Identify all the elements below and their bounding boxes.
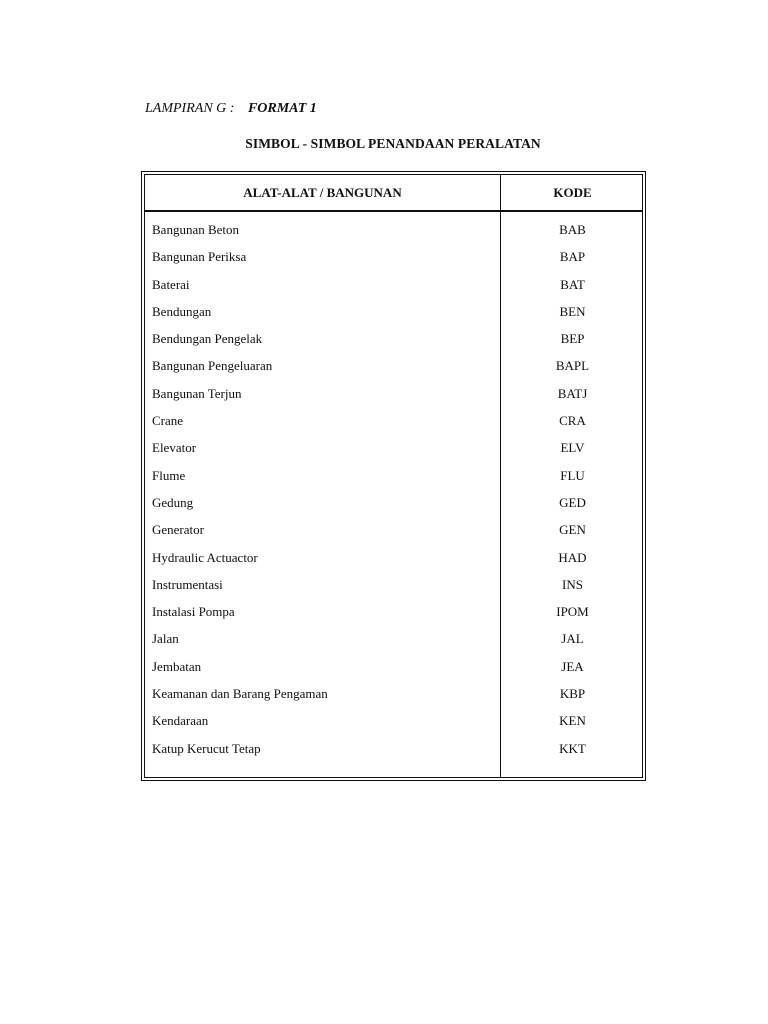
table-row: [145, 544, 642, 571]
equipment-name: Instrumentasi: [152, 576, 223, 592]
equipment-name: Gedung: [152, 494, 194, 510]
equipment-name: Bendungan Pengelak: [152, 331, 263, 347]
equipment-name: Keamanan dan Barang Pengaman: [152, 686, 328, 702]
appendix-heading: [145, 100, 317, 118]
equipment-code: JAL: [561, 631, 584, 647]
table-row: [145, 380, 642, 407]
equipment-code: BAB: [559, 222, 586, 237]
table-row: [145, 271, 642, 298]
symbol-table: [141, 171, 646, 781]
equipment-code: HAD: [558, 549, 587, 565]
equipment-name: Instalasi Pompa: [152, 604, 235, 620]
format-label: FORMAT 1: [247, 101, 317, 116]
equipment-name: Flume: [152, 467, 186, 483]
equipment-name: Jalan: [152, 631, 179, 647]
equipment-code: GED: [559, 494, 586, 510]
equipment-name: Bendungan: [152, 303, 212, 319]
table-row: [145, 707, 642, 734]
equipment-code: IPOM: [556, 604, 589, 620]
equipment-code: GEN: [559, 522, 586, 538]
equipment-name: Jembatan: [152, 658, 202, 674]
equipment-code: JEA: [561, 658, 584, 674]
equipment-code: KBP: [559, 686, 586, 702]
table-row: [145, 625, 642, 652]
equipment-name: Bangunan Beton: [152, 222, 240, 237]
table-row: [145, 653, 642, 680]
equipment-code: KKT: [559, 740, 586, 756]
document-title: SIMBOL - SIMBOL PENANDAAN PERALATAN: [245, 136, 541, 151]
symbol-table-inner-border: [144, 174, 643, 778]
table-row: [145, 680, 642, 707]
equipment-name: Elevator: [152, 440, 197, 456]
equipment-code: FLU: [560, 467, 585, 483]
equipment-name: Baterai: [152, 276, 190, 292]
equipment-code: BAT: [560, 276, 585, 292]
table-row: [145, 352, 642, 379]
table-row: [145, 489, 642, 516]
table-row: [145, 598, 642, 625]
equipment-code: BAP: [559, 249, 586, 265]
equipment-name: Crane: [152, 413, 184, 429]
table-body: [145, 216, 642, 762]
table-row: [145, 243, 642, 270]
equipment-name: Generator: [152, 522, 204, 538]
equipment-name: Bangunan Pengeluaran: [152, 358, 273, 374]
table-row: [145, 571, 642, 598]
table-row: [145, 407, 642, 434]
equipment-name: Katup Kerucut Tetap: [152, 740, 261, 756]
table-header-row: [145, 175, 642, 212]
equipment-code: BEN: [559, 303, 586, 319]
equipment-code: BATJ: [557, 385, 588, 401]
equipment-code: KEN: [559, 713, 586, 729]
equipment-name: Bangunan Terjun: [152, 385, 242, 401]
equipment-code: ELV: [560, 440, 585, 456]
table-row: [145, 434, 642, 461]
equipment-name: Kendaraan: [152, 713, 209, 729]
table-row: [145, 298, 642, 325]
table-row: [145, 325, 642, 352]
table-row: [145, 735, 642, 762]
table-row: [145, 462, 642, 489]
table-row: [145, 516, 642, 543]
equipment-name: Bangunan Periksa: [152, 249, 247, 265]
column-header-code: KODE: [553, 185, 592, 200]
equipment-name: Hydraulic Actuactor: [152, 549, 258, 565]
column-header-name: ALAT-ALAT / BANGUNAN: [243, 185, 402, 200]
appendix-label: LAMPIRAN G :: [145, 101, 235, 116]
equipment-code: CRA: [559, 413, 586, 429]
table-row: [145, 216, 642, 243]
equipment-code: INS: [562, 576, 583, 592]
equipment-code: BAPL: [555, 358, 590, 374]
equipment-code: BEP: [560, 331, 585, 347]
